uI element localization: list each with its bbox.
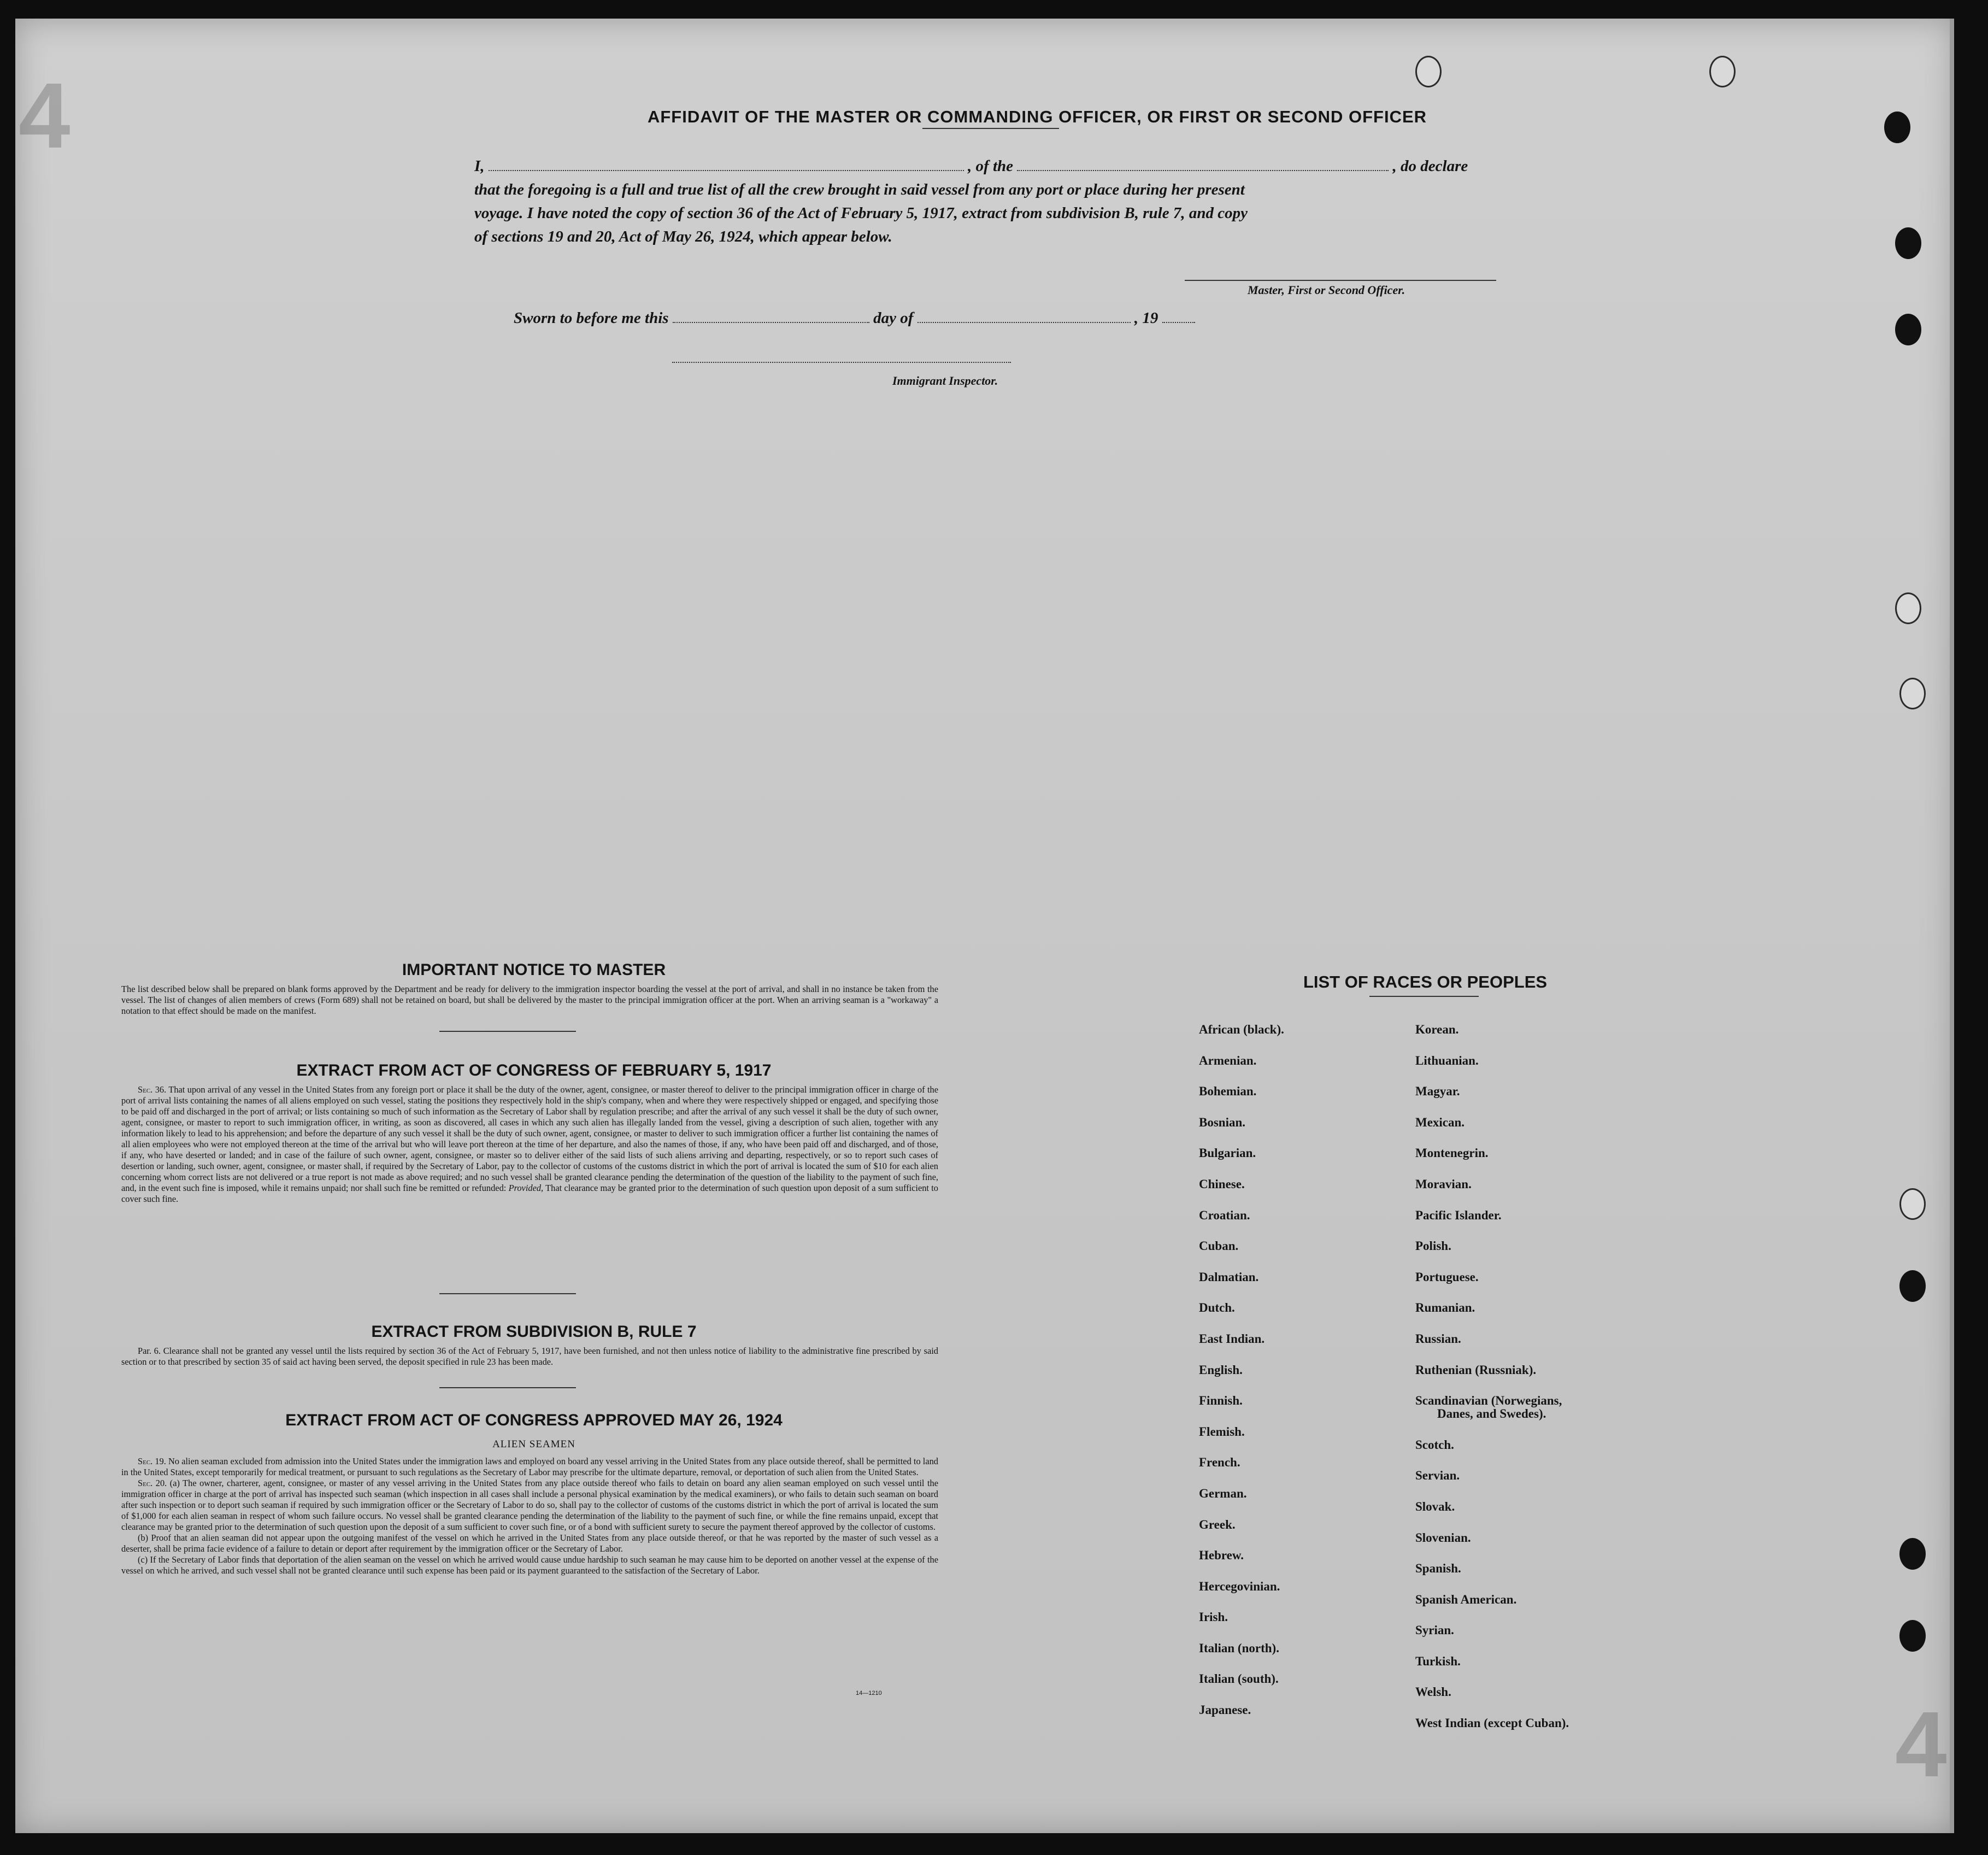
page-edge	[1950, 19, 1954, 1833]
race-item: Greek.	[1199, 1517, 1236, 1531]
sworn-year-blank	[1162, 310, 1195, 323]
affidavit-i: I,	[474, 157, 485, 175]
race-item: Polish.	[1415, 1239, 1451, 1253]
corner-page-mark: 4	[1895, 1693, 1947, 1797]
affidavit-line-1	[474, 157, 1468, 175]
race-item: Hercegovinian.	[1199, 1579, 1280, 1593]
sec-19-text: No alien seaman excluded from admission into the United States under the immigration laws and employed on board any vessel arriving in the United States from any place outside thereof, shall be permitted to land in the United States, except temporarily for medical treatment, or pursuant to such regulations as the Secretary of Labor may prescribe for the ultimate departure, removal, or deportation of such alien from the United States.	[121, 1456, 938, 1477]
divider	[439, 1031, 576, 1032]
race-item: Pacific Islander.	[1415, 1208, 1502, 1222]
race-item: Montenegrin.	[1415, 1146, 1489, 1160]
punch-hole-icon	[1899, 1270, 1926, 1302]
race-item: French.	[1199, 1455, 1240, 1470]
race-item: Scandinavian (Norwegians,	[1415, 1394, 1562, 1408]
sec-20b-text: (b) Proof that an alien seaman did not appear upon the outgoing manifest of the vessel on which he arrived in the United States from any place outside thereof, or that he was reported by the master of such vessel as a deserter, shall be prima facie evidence of a failure to detain or deport after requirement by the immigration officer or the Secretary of Labor.	[121, 1533, 938, 1554]
extract-1917-title: EXTRACT FROM ACT OF CONGRESS OF FEBRUARY 5, 1917	[296, 1061, 772, 1079]
vessel-blank	[1017, 158, 1389, 171]
race-item: Chinese.	[1199, 1177, 1245, 1191]
punch-hole-icon	[1895, 314, 1921, 345]
race-item: Magyar.	[1415, 1084, 1460, 1099]
race-item: English.	[1199, 1363, 1243, 1377]
race-item: Slovak.	[1415, 1499, 1455, 1513]
divider	[1369, 996, 1479, 997]
day-of-text: day of	[873, 309, 914, 327]
race-item: Bosnian.	[1199, 1115, 1246, 1129]
race-item: Cuban.	[1199, 1239, 1239, 1253]
punch-hole-icon	[1899, 1620, 1926, 1652]
race-item: Dalmatian.	[1199, 1270, 1259, 1284]
affidavit-line-3: voyage. I have noted the copy of section 36 of the Act of February 5, 1917, extract from subdivision B, rule 7, and copy	[474, 204, 1248, 222]
corner-page-mark: 4	[19, 64, 70, 168]
sec-36-label: Sec. 36.	[138, 1084, 167, 1095]
form-number: 14—1210	[856, 1690, 882, 1696]
year-prefix: , 19	[1134, 309, 1158, 327]
race-item: Croatian.	[1199, 1208, 1250, 1222]
master-caption: Master, First or Second Officer.	[1248, 283, 1405, 297]
race-item: Italian (north).	[1199, 1641, 1279, 1655]
proviso-label: Provided,	[508, 1183, 544, 1193]
punch-hole-icon	[1415, 56, 1442, 87]
race-item: Finnish.	[1199, 1394, 1243, 1408]
race-item: Armenian.	[1199, 1053, 1257, 1067]
affidavit-line-4: of sections 19 and 20, Act of May 26, 1924, which appear below.	[474, 228, 892, 245]
race-item: Irish.	[1199, 1610, 1228, 1624]
races-left-column	[1199, 1022, 1284, 1734]
par-6-label: Par. 6.	[138, 1346, 161, 1356]
extract-rule7-body	[121, 1346, 938, 1367]
race-item: Turkish.	[1415, 1654, 1461, 1668]
race-item: Moravian.	[1415, 1177, 1472, 1191]
race-item: Lithuanian.	[1415, 1053, 1479, 1067]
inspector-caption: Immigrant Inspector.	[892, 374, 998, 388]
race-item: Flemish.	[1199, 1424, 1245, 1439]
race-item: Spanish.	[1415, 1562, 1461, 1576]
affidavit-of-the: , of the	[968, 157, 1014, 175]
sec-36-text: That upon arrival of any vessel in the United States from any foreign port or place it shall be the duty of the owner, agent, consignee, or master thereof to deliver to the principal immigration officer in charge of the port of arrival lists containing the names of all aliens employed on such vessel, stating the positions they respectively hold in the ship's company, when and where they were respectively shipped or engaged, and specifying those to be paid off and discharged in the port of arrival; or lists containing so much of such information as the Secretary of Labor shall by regulation prescribe; and after the arrival of any such vessel it shall be the duty of such owner, agent, consignee, or master to report to such immigration officer, in writing, as soon as discovered, all cases in which any such alien has illegally landed from the vessel, giving a description of such alien, together with any information likely to lead to his apprehension; and before the departure of any such vessel it shall be the duty of such owner, agent, consignee, or master to deliver to such immigration officer a further list containing the names of all alien employees who were not employed thereon at the time of the arrival but who will leave port thereon at the time of her departure, and also the names of those, if any, who have been paid off and discharged, and of those, if any, who have deserted or landed; and in case of the failure of such owner, agent, consignee, or master so to deliver either of the said lists of such aliens arriving and departing, respectively, or so to report such cases of desertion or landing, such owner, agent, consignee, or master shall, if required by the Secretary of Labor, pay to the collector of customs of the customs district in which the port of arrival is located the sum of $10 for each alien concerning whom correct lists are not delivered or a true report is not made as above required; and no such vessel shall be granted clearance pending the determination of the question of the liability to the payment of such fine, and, in the event such fine is imposed, while it remains unpaid; nor shall such fine be remitted or refunded:	[121, 1084, 938, 1193]
notice-title: IMPORTANT NOTICE TO MASTER	[402, 961, 666, 979]
race-item: Spanish American.	[1415, 1592, 1517, 1606]
sec-20c-text: (c) If the Secretary of Labor finds that deportation of the alien seaman on the vessel on which he arrived would cause undue hardship to such seaman he may cause him to be deported on another vessel at the expense of the vessel on which he arrived, and such vessel shall not be granted clearance until such expense has been paid or its payment guaranteed to the satisfaction of the Secretary of Labor.	[121, 1554, 938, 1576]
race-item: Dutch.	[1199, 1301, 1235, 1315]
race-item: African (black).	[1199, 1023, 1284, 1036]
punch-hole-icon	[1884, 111, 1910, 143]
race-item: Ruthenian (Russniak).	[1415, 1363, 1537, 1377]
punch-hole-icon	[1895, 227, 1921, 259]
signature-line	[672, 362, 1011, 363]
punch-hole-icon	[1899, 678, 1926, 709]
name-blank	[489, 158, 964, 171]
punch-hole-icon	[1899, 1538, 1926, 1570]
par-6-text: Clearance shall not be granted any vessel until the lists required by section 36 of the Act of February 5, 1917, have been furnished, and not then unless notice of liability to the administrative fine prescribed by said section or to that prescribed by section 35 of said act having been served, the deposit specified in rule 23 has been made.	[121, 1346, 938, 1367]
race-item: Syrian.	[1415, 1623, 1454, 1637]
document-page	[15, 19, 1954, 1833]
race-item: Korean.	[1415, 1023, 1459, 1036]
punch-hole-icon	[1709, 56, 1736, 87]
sworn-text: Sworn to before me this	[514, 309, 669, 327]
race-item: Japanese.	[1199, 1703, 1251, 1717]
race-item: Danes, and Swedes).	[1437, 1407, 1546, 1421]
race-item: Bohemian.	[1199, 1084, 1257, 1099]
race-item: Italian (south).	[1199, 1672, 1279, 1686]
race-item: Rumanian.	[1415, 1301, 1475, 1315]
races-title: LIST OF RACES OR PEOPLES	[1303, 972, 1548, 991]
races-right-column	[1415, 1022, 1569, 1747]
sec-20a-text: (a) The owner, charterer, agent, consignee, or master of any vessel arriving in the United States from any place outside thereof who fails to detain on board any alien seaman employed on such vessel until the immigration officer in charge at the port of arrival has inspected such seaman (which inspection in all cases shall include a personal physical examination by the medical examiners), or who fails to detain such seaman on board after such inspection or to deport such seaman if required by such immigration officer or the Secretary of Labor to do so, shall pay to the collector of customs of the customs district in which the port of arrival is located the sum of $1,000 for each alien seaman in respect of whom such failure occurs. No vessel shall be granted clearance pending the determination of the liability to the payment of such fine, or while the fine remains unpaid, except that clearance may be granted prior to the determination of such question upon the deposit of a sum sufficient to cover such fine, or of a bond with sufficient surety to secure the payment thereof approved by the collector of customs.	[121, 1478, 938, 1532]
race-item: Bulgarian.	[1199, 1146, 1256, 1160]
race-item: Hebrew.	[1199, 1548, 1244, 1563]
race-item: Scotch.	[1415, 1437, 1454, 1452]
affidavit-title: AFFIDAVIT OF THE MASTER OR COMMANDING OFFICER, OR FIRST OR SECOND OFFICER	[647, 107, 1427, 126]
race-item: Slovenian.	[1415, 1530, 1471, 1545]
alien-seamen-subtitle: ALIEN SEAMEN	[492, 1439, 575, 1450]
extract-1924-body	[121, 1456, 938, 1576]
divider	[439, 1387, 576, 1388]
race-item: German.	[1199, 1486, 1247, 1500]
proviso-text: That clearance may be granted prior to the determination of such question upon deposit of a sum sufficient to cover such fine.	[121, 1183, 938, 1204]
extract-rule7-title: EXTRACT FROM SUBDIVISION B, RULE 7	[371, 1323, 697, 1341]
race-item: Portuguese.	[1415, 1270, 1479, 1284]
affidavit-line-2: that the foregoing is a full and true list of all the crew brought in said vessel from any port or place during her present	[474, 181, 1245, 198]
divider	[439, 1293, 576, 1294]
extract-1924-title: EXTRACT FROM ACT OF CONGRESS APPROVED MAY 26, 1924	[285, 1411, 783, 1429]
race-item: Servian.	[1415, 1469, 1460, 1483]
punch-hole-icon	[1895, 592, 1921, 624]
race-item: Mexican.	[1415, 1115, 1465, 1129]
race-item: West Indian (except Cuban).	[1415, 1716, 1569, 1730]
extract-1917-body	[121, 1084, 938, 1205]
race-item: Welsh.	[1415, 1685, 1451, 1699]
sworn-month-blank	[917, 310, 1131, 323]
sworn-day-blank	[673, 310, 869, 323]
sworn-line	[514, 309, 1195, 327]
affidavit-declare: , do declare	[1392, 157, 1468, 175]
signature-line	[1185, 280, 1496, 281]
race-item: East Indian.	[1199, 1331, 1265, 1346]
race-item: Russian.	[1415, 1331, 1461, 1346]
notice-body: The list described below shall be prepared on blank forms approved by the Department and be ready for delivery to the immigration inspector boarding the vessel at the port of arrival, and shall in no instance be taken from the vessel. The list of changes of alien members of crews (Form 689) shall not be retained on board, but shall be delivered by the master to the principal immigration officer at the port. When an arriving seaman is a "workaway" a notation to that effect should be made on the manifest.	[121, 984, 938, 1016]
sec-19-label: Sec. 19.	[138, 1456, 166, 1466]
divider	[922, 128, 1059, 129]
sec-20-label: Sec. 20.	[138, 1478, 167, 1488]
punch-hole-icon	[1899, 1188, 1926, 1220]
